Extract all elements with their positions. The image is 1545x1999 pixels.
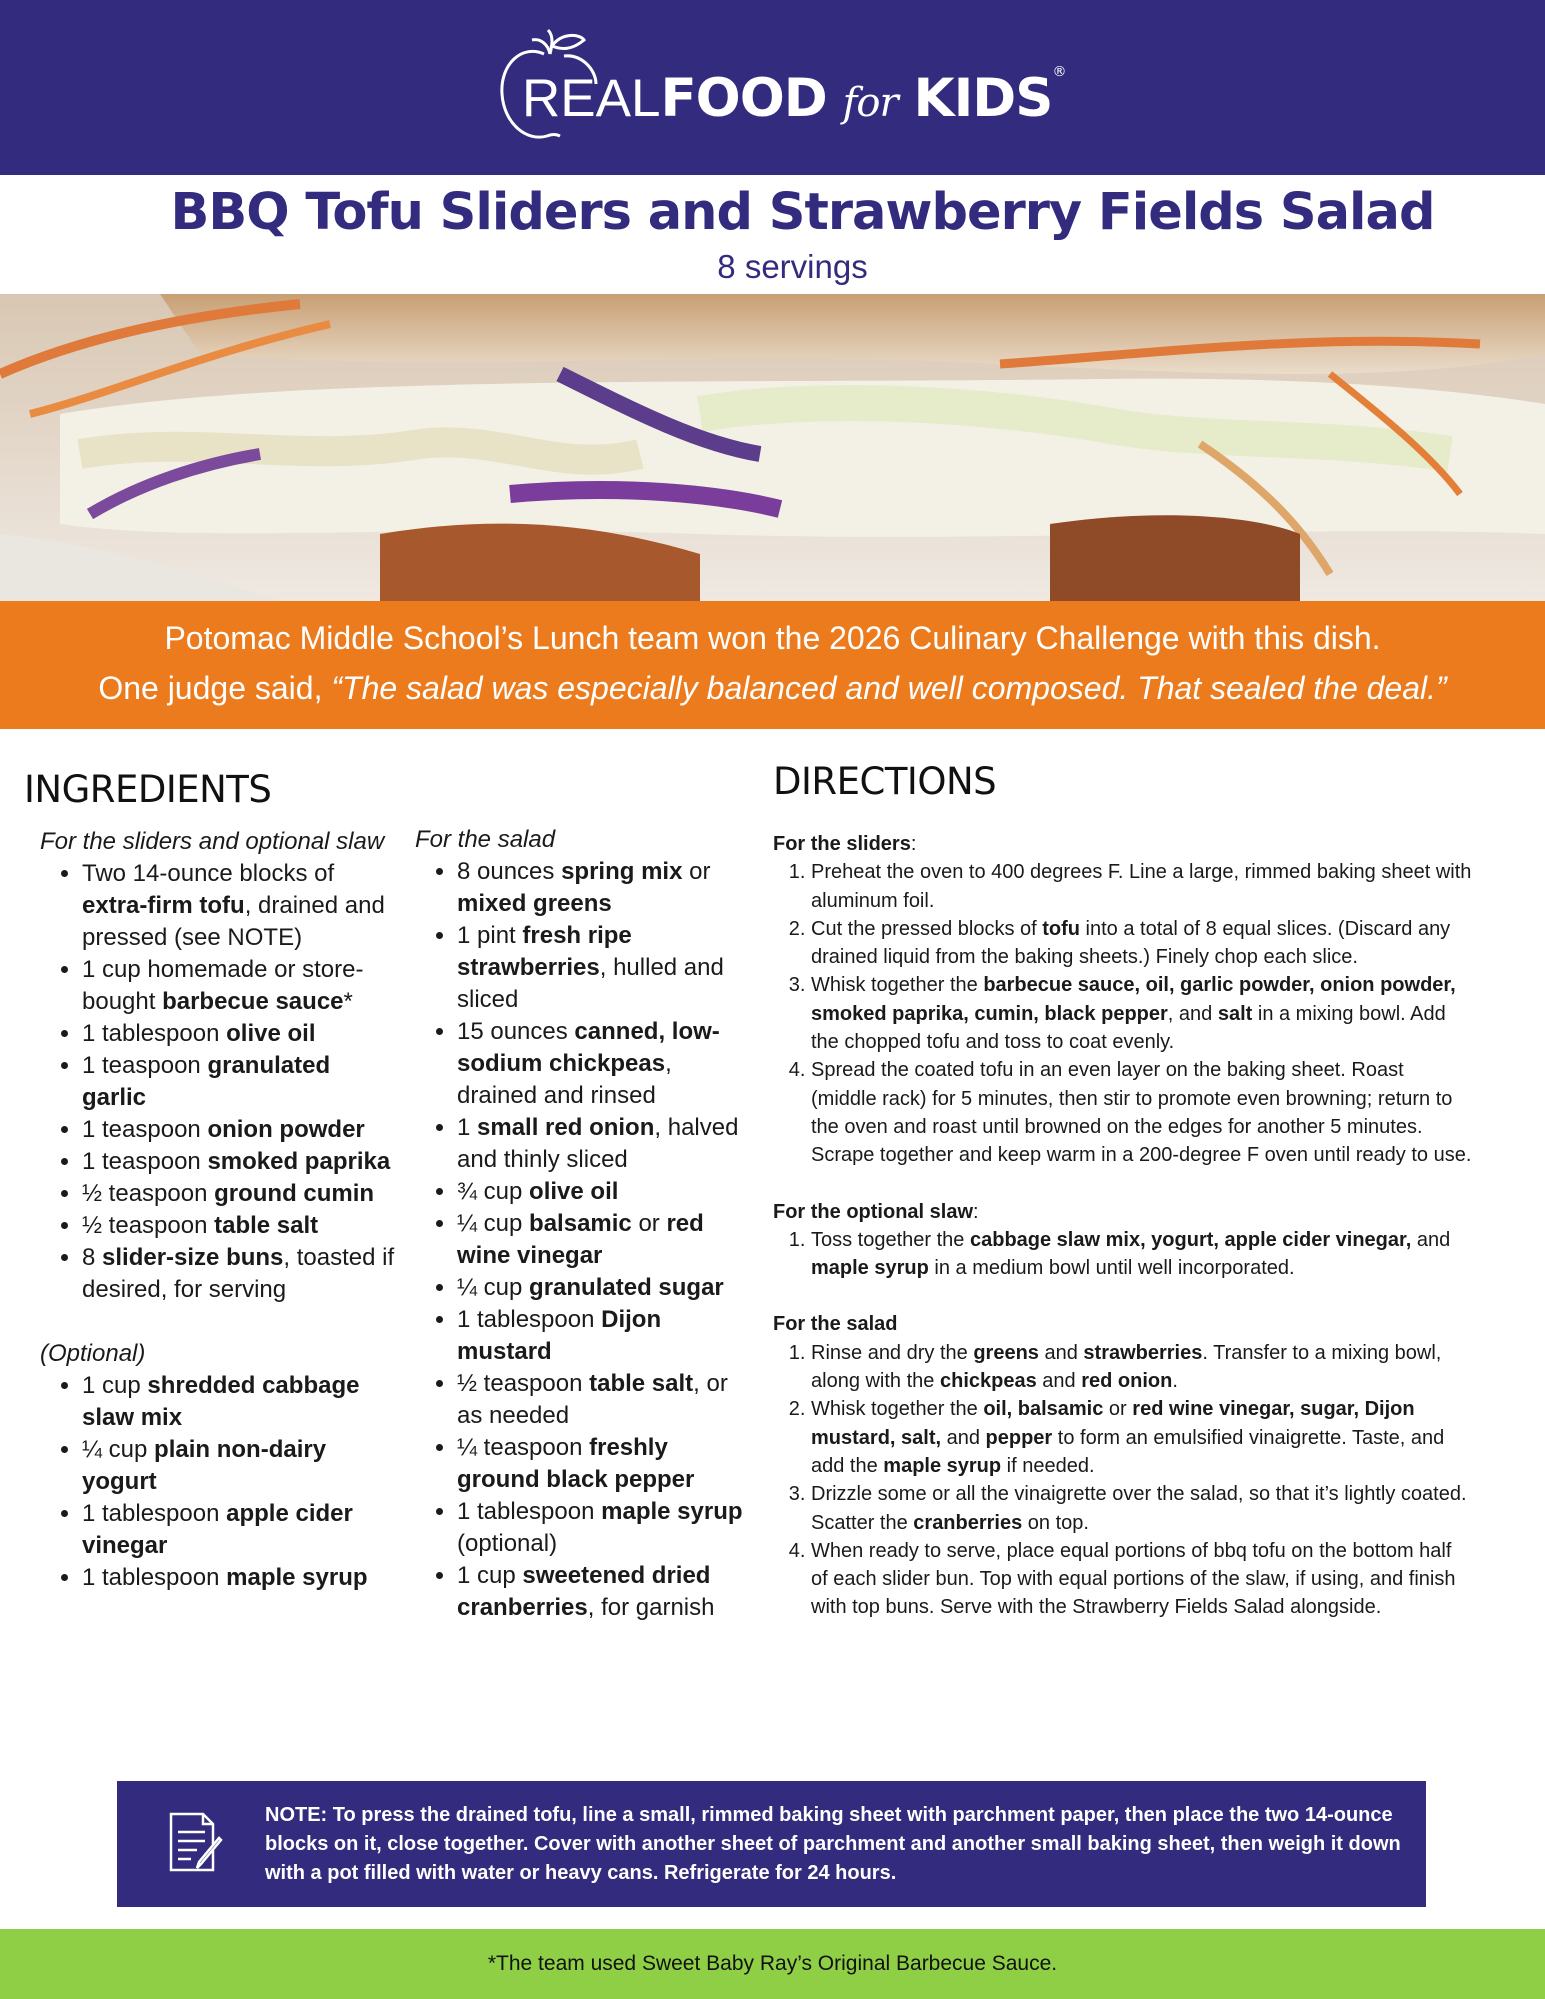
ingredients-column-2 bbox=[415, 824, 755, 1624]
ingredient-item: • ½ teaspoon ground cumin bbox=[82, 1178, 400, 1210]
ingredient-item: • ½ teaspoon table salt bbox=[82, 1210, 400, 1242]
brand-real: REAL bbox=[522, 69, 661, 128]
ingredient-item: • 1 small red onion, halved and thinly sliced bbox=[457, 1112, 755, 1176]
salad-directions-subheading: For the salad bbox=[773, 1313, 898, 1336]
ingredient-item: • ½ teaspoon table salt, or as needed bbox=[457, 1368, 755, 1432]
direction-step: 1. Rinse and dry the greens and strawberries. Transfer to a mixing bowl, along with the chickpeas and red onion. bbox=[811, 1339, 1473, 1396]
slaw-directions-list bbox=[773, 1226, 1473, 1283]
brand-food: FOOD bbox=[660, 68, 827, 129]
award-banner bbox=[0, 601, 1545, 729]
optional-ingredients-list bbox=[40, 1370, 400, 1594]
judge-quote: “The salad was especially balanced and well composed. That sealed the deal.” bbox=[331, 670, 1447, 706]
ingredient-item: • ¾ cup olive oil bbox=[457, 1176, 755, 1208]
sliders-directions-subheading: For the sliders: bbox=[773, 833, 917, 855]
recipe-title: BBQ Tofu Sliders and Strawberry Fields Salad bbox=[170, 183, 1435, 242]
ingredients-heading: INGREDIENTS bbox=[24, 768, 272, 811]
brand-logo[interactable] bbox=[492, 24, 1066, 144]
ingredient-item: • 1 cup shredded cabbage slaw mix bbox=[82, 1370, 400, 1434]
salad-directions-list bbox=[773, 1339, 1473, 1622]
banner-prefix: One judge said, bbox=[98, 670, 332, 706]
banner-line-1: Potomac Middle School’s Lunch team won the 2026 Culinary Challenge with this dish. bbox=[164, 620, 1381, 656]
direction-step: 2. Whisk together the oil, balsamic or red wine vinegar, sugar, Dijon mustard, salt, and pepper to form an emulsified vinaigrette. Taste, and add the maple syrup if needed. bbox=[811, 1395, 1473, 1480]
ingredient-item: • 8 slider-size buns, toasted if desired, for serving bbox=[82, 1242, 400, 1306]
trademark-symbol: ® bbox=[1052, 64, 1066, 80]
ingredient-item: • ¼ cup balsamic or red wine vinegar bbox=[457, 1208, 755, 1272]
brand-wordmark bbox=[522, 64, 1066, 129]
direction-step: 1. Preheat the oven to 400 degrees F. Line a large, rimmed baking sheet with aluminum foil. bbox=[811, 858, 1473, 915]
ingredient-item: • ¼ teaspoon freshly ground black pepper bbox=[457, 1432, 755, 1496]
ingredient-item: • ¼ cup granulated sugar bbox=[457, 1272, 755, 1304]
ingredient-item: • 1 cup homemade or store-bought barbecue sauce* bbox=[82, 954, 400, 1018]
salad-ingredients-list bbox=[415, 856, 755, 1624]
ingredient-item: • ¼ cup plain non-dairy yogurt bbox=[82, 1434, 400, 1498]
sliders-ingredients-subheading: For the sliders and optional slaw bbox=[40, 828, 385, 855]
brand-for: for bbox=[842, 80, 898, 126]
brand-kids: KIDS bbox=[913, 68, 1053, 129]
ingredient-item: • 1 cup sweetened dried cranberries, for garnish bbox=[457, 1560, 755, 1624]
ingredients-column-1 bbox=[40, 826, 400, 1594]
sliders-directions-list bbox=[773, 858, 1473, 1169]
direction-step: 3. Whisk together the barbecue sauce, oil, garlic powder, onion powder, smoked paprika, cumin, black pepper, and salt in a mixing bowl. Add the chopped tofu and toss to coat evenly. bbox=[811, 971, 1473, 1056]
header-bar bbox=[0, 0, 1545, 175]
footer-footnote: *The team used Sweet Baby Ray’s Original Barbecue Sauce. bbox=[487, 1952, 1058, 1975]
sliders-ingredients-list bbox=[40, 858, 400, 1306]
direction-step: 3. Drizzle some or all the vinaigrette over the salad, so that it’s lightly coated. Scatter the cranberries on top. bbox=[811, 1480, 1473, 1537]
ingredient-item: • 1 teaspoon granulated garlic bbox=[82, 1050, 400, 1114]
ingredient-item: • 1 tablespoon maple syrup (optional) bbox=[457, 1496, 755, 1560]
ingredient-item: • Two 14-ounce blocks of extra-firm tofu, drained and pressed (see NOTE) bbox=[82, 858, 400, 954]
directions-body bbox=[773, 830, 1473, 1622]
ingredient-item: • 1 tablespoon maple syrup bbox=[82, 1562, 400, 1594]
ingredient-item: • 1 tablespoon apple cider vinegar bbox=[82, 1498, 400, 1562]
direction-step: 4. When ready to serve, place equal portions of bbq tofu on the bottom half of each slider bun. Top with equal portions of the slaw, if using, and finish with top buns. Serve with the Strawberry Fields Salad alongside. bbox=[811, 1537, 1473, 1622]
notepad-pencil-icon bbox=[167, 1810, 225, 1874]
direction-step: 4. Spread the coated tofu in an even layer on the baking sheet. Roast (middle rack) for 5 minutes, then stir to promote even browning; return to the oven and roast until browned on the edges for another 5 minutes. Scrape together and keep warm in a 200-degree F oven until ready to use. bbox=[811, 1056, 1473, 1169]
slaw-directions-subheading: For the optional slaw: bbox=[773, 1200, 979, 1223]
ingredient-item: • 1 teaspoon onion powder bbox=[82, 1114, 400, 1146]
banner-line-2 bbox=[0, 663, 1545, 713]
note-text: NOTE: To press the drained tofu, line a small, rimmed baking sheet with parchment paper, then place the two 14-ounce blocks on it, close together. Cover with another sheet of parchment and another small baking sheet, then weigh it down with a pot filled with water or heavy cans. Refrigerate for 24 hours. bbox=[265, 1804, 1401, 1884]
footer-bar bbox=[0, 1929, 1545, 1999]
ingredient-item: • 1 tablespoon olive oil bbox=[82, 1018, 400, 1050]
direction-step: 1. Toss together the cabbage slaw mix, yogurt, apple cider vinegar, and maple syrup in a medium bowl until well incorporated. bbox=[811, 1226, 1473, 1283]
direction-step: 2. Cut the pressed blocks of tofu into a total of 8 equal slices. (Discard any drained liquid from the baking sheets.) Finely chop each slice. bbox=[811, 915, 1473, 972]
ingredient-item: • 8 ounces spring mix or mixed greens bbox=[457, 856, 755, 920]
directions-heading: DIRECTIONS bbox=[773, 760, 997, 803]
recipe-photo bbox=[0, 294, 1545, 601]
recipe-servings: 8 servings bbox=[717, 248, 868, 285]
ingredient-item: • 1 teaspoon smoked paprika bbox=[82, 1146, 400, 1178]
salad-ingredients-subheading: For the salad bbox=[415, 826, 556, 853]
ingredient-item: • 15 ounces canned, low-sodium chickpeas, drained and rinsed bbox=[457, 1016, 755, 1112]
ingredient-item: • 1 tablespoon Dijon mustard bbox=[457, 1304, 755, 1368]
ingredient-item: • 1 pint fresh ripe strawberries, hulled and sliced bbox=[457, 920, 755, 1016]
optional-ingredients-subheading: (Optional) bbox=[40, 1340, 146, 1367]
note-box bbox=[117, 1781, 1426, 1907]
